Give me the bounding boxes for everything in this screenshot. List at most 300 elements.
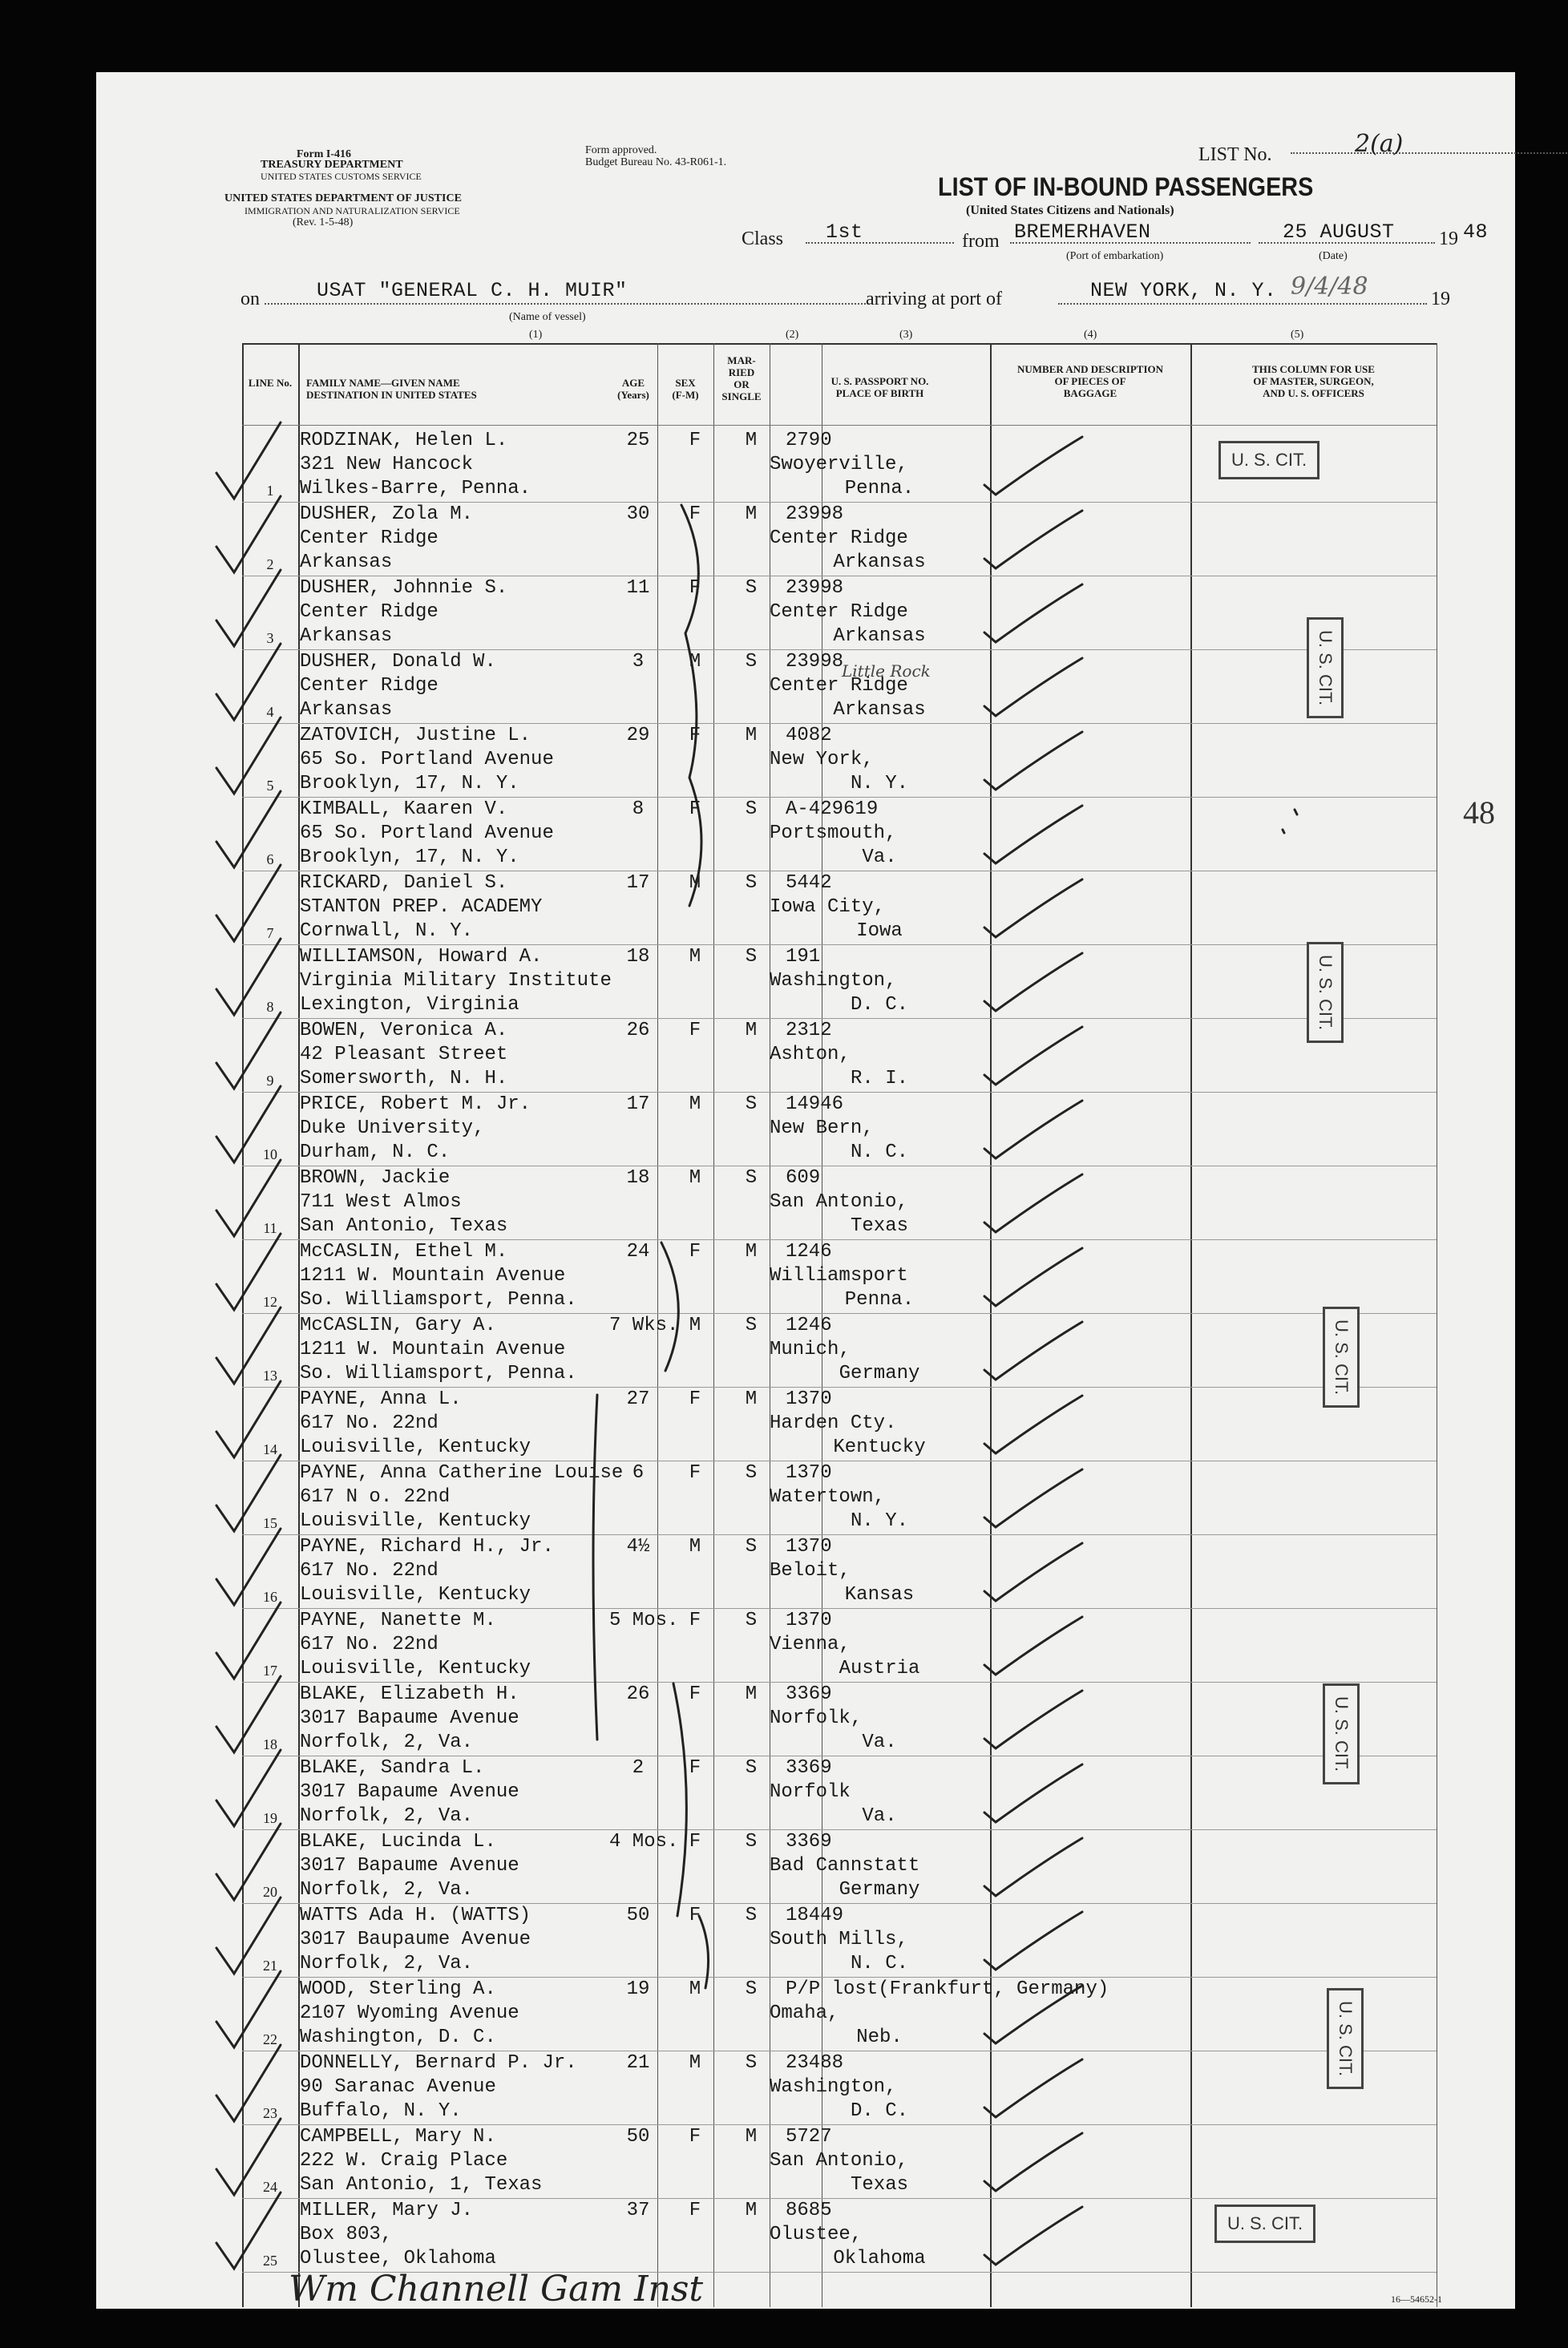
department-of-justice: UNITED STATES DEPARTMENT OF JUSTICE [224,192,462,204]
birthplace-line-2: Arkansas [833,699,926,721]
us-citizen-stamp: U. S. CIT. [1218,441,1319,479]
destination-line-1: 1211 W. Mountain Avenue [300,1339,566,1360]
marital-status: S [745,798,758,820]
passenger-age: 3 [632,651,645,673]
destination-line-1: 65 So. Portland Avenue [300,749,554,770]
baggage-check-mark [984,2207,1082,2265]
passenger-sex: F [689,1610,701,1631]
passport-number: 1370 [786,1388,832,1410]
marital-status: S [745,651,758,673]
destination-line-1: 3017 Bapaume Avenue [300,1781,519,1803]
marital-status: M [745,1020,758,1041]
birthplace-line-1: South Mills, [770,1929,908,1950]
birthplace-line-1: Center Ridge [770,601,908,623]
check-mark [216,1012,281,1089]
birthplace-line-1: Iowa City, [770,896,886,918]
passport-number: 2312 [786,1020,832,1041]
destination-line-1: Center Ridge [300,601,438,623]
destination-line-2: Lexington, Virginia [300,994,519,1016]
list-number-value: 2(a) [1355,130,1404,158]
passenger-name: PAYNE, Richard H., Jr. [300,1536,554,1558]
destination-line-2: Norfolk, 2, Va. [300,1879,474,1901]
passport-number: 1246 [786,1241,832,1263]
passenger-sex: F [689,1905,701,1926]
check-mark [216,1160,281,1236]
check-mark [216,644,281,720]
passenger-age: 19 [626,1978,650,2000]
family-bracket [673,1683,686,1916]
destination-line-2: Arkansas [300,699,393,721]
passport-number: 1246 [786,1315,832,1336]
treasury-department: TREASURY DEPARTMENT [261,159,403,171]
passport-number: 191 [786,946,821,968]
destination-line-2: Durham, N. C. [300,1142,451,1163]
row-line-number: 23 [263,2105,277,2121]
marital-status: M [745,430,758,451]
marital-status: M [745,1388,758,1410]
destination-line-2: Norfolk, 2, Va. [300,1953,474,1974]
row-line-number: 18 [263,1736,277,1752]
year-value: 48 [1463,220,1489,244]
passenger-sex: F [689,577,701,599]
passport-number: 609 [786,1167,821,1189]
us-citizen-stamp: U. S. CIT. [1323,1683,1360,1784]
us-citizen-stamp: U. S. CIT. [1307,617,1344,718]
from-port: BREMERHAVEN [1014,220,1151,244]
passport-number: 18449 [786,1905,844,1926]
passenger-name: RODZINAK, Helen L. [300,430,508,451]
row-line-number: 5 [266,778,274,794]
column-number-2: (2) [786,329,799,341]
birthplace-line-1: Vienna, [770,1634,851,1655]
birthplace-line-1: Watertown, [770,1486,886,1508]
check-mark [216,1824,281,1900]
passenger-name: DUSHER, Johnnie S. [300,577,508,599]
passenger-age: 50 [626,2126,650,2148]
baggage-check-mark [984,1986,1082,2043]
passenger-sex: F [689,798,701,820]
passport-number: 23488 [786,2052,844,2074]
passport-number: 5727 [786,2126,832,2148]
column-header-age: AGE (Years) [617,377,649,401]
passenger-sex: F [689,430,701,451]
on-label: on [240,289,260,309]
baggage-check-mark [984,1764,1082,1822]
passenger-sex: M [689,1978,701,2000]
passenger-age: 37 [626,2200,650,2221]
marital-status: S [745,1905,758,1926]
row-line-number: 13 [263,1368,277,1384]
baggage-check-mark [984,732,1082,790]
birthplace-line-1: New Bern, [770,1117,874,1139]
column-header-line: LINE No. [248,377,293,389]
passenger-name: PAYNE, Anna Catherine Louise [300,1462,624,1484]
destination-line-1: 617 N o. 22nd [300,1486,451,1508]
check-mark [216,1086,281,1162]
date-caption: (Date) [1319,250,1348,262]
check-mark [216,422,281,499]
row-line-number: 3 [266,630,274,646]
marital-status: S [745,1831,758,1853]
baggage-check-mark [984,658,1082,716]
row-line-number: 14 [263,1441,277,1457]
passenger-age: 24 [626,1241,650,1263]
passenger-sex: F [689,1831,701,1853]
page-subtitle: (United States Citizens and Nationals) [966,204,1174,217]
row-line-number: 10 [263,1146,277,1162]
passenger-age: 5 Mos. [609,1610,679,1631]
row-line-number: 4 [266,704,274,720]
birthplace-line-1: Norfolk, [770,1707,863,1729]
destination-line-2: Louisville, Kentucky [300,1658,531,1679]
row-line-number: 19 [263,1810,277,1826]
destination-line-2: Washington, D. C. [300,2027,496,2048]
check-mark [216,1676,281,1752]
birthplace-line-2: Iowa [856,920,903,942]
birthplace-line-1: Harden Cty. [770,1412,897,1434]
row-line-number: 6 [266,851,274,867]
row-line-number: 1 [266,483,274,499]
passenger-age: 11 [626,577,650,599]
passport-number: 1370 [786,1536,832,1558]
row-line-number: 9 [266,1073,274,1089]
marital-status: S [745,1167,758,1189]
birthplace-line-1: Olustee, [770,2224,863,2245]
passenger-age: 21 [626,2052,650,2074]
check-mark [216,1529,281,1605]
passenger-sex: M [689,946,701,968]
passport-number: 23998 [786,577,844,599]
baggage-check-mark [984,1838,1082,1896]
passport-number: 1370 [786,1610,832,1631]
year-suffix: 19 [1431,289,1450,309]
column-header-passport: U. S. PASSPORT NO. PLACE OF BIRTH [830,375,929,399]
column-header-married: MAR- RIED OR SINGLE [721,354,762,402]
destination-line-2: Brooklyn, 17, N. Y. [300,773,519,794]
marital-status: M [745,503,758,525]
passenger-sex: M [689,872,701,894]
birthplace-line-1: Center Ridge [770,675,908,697]
destination-line-1: Duke University, [300,1117,485,1139]
form-footer-code: 16—54652-1 [1391,2293,1442,2305]
passenger-age: 4 Mos. [609,1831,679,1853]
check-mark [216,570,281,646]
birthplace-line-2: Kansas [844,1584,915,1606]
check-mark [216,2119,281,2195]
passenger-sex: M [689,2052,701,2074]
destination-line-2: San Antonio, Texas [300,1215,508,1237]
passenger-name: MILLER, Mary J. [300,2200,474,2221]
passenger-age: 26 [626,1683,650,1705]
check-mark [216,1234,281,1310]
destination-line-1: 90 Saranac Avenue [300,2076,496,2098]
baggage-check-mark [984,1617,1082,1675]
birthplace-line-2: Penna. [844,1289,915,1311]
passenger-sex: F [689,1020,701,1041]
check-mark [216,496,281,572]
marital-status: S [745,1462,758,1484]
revision-date: (Rev. 1-5-48) [293,216,354,228]
passenger-age: 17 [626,1093,650,1115]
class-label: Class [742,228,784,249]
row-line-number: 8 [266,999,274,1015]
baggage-check-mark [984,953,1082,1011]
baggage-check-mark [984,437,1082,495]
passenger-name: KIMBALL, Kaaren V. [300,798,508,820]
marital-status: S [745,1610,758,1631]
passenger-sex: F [689,503,701,525]
column-number-1: (1) [529,329,543,341]
birthplace-line-2: Arkansas [833,552,926,573]
family-bracket [681,505,701,906]
marital-status: S [745,2052,758,2074]
passenger-sex: M [689,1167,701,1189]
passenger-name: DONNELLY, Bernard P. Jr. [300,2052,577,2074]
birthplace-line-1: Washington, [770,970,897,992]
from-label: from [962,231,1000,252]
passport-number: 3369 [786,1757,832,1779]
us-citizen-stamp: U. S. CIT. [1323,1307,1360,1408]
destination-line-1: 617 No. 22nd [300,1412,438,1434]
form-approved: Form approved. [585,144,657,156]
passport-number: 2790 [786,430,832,451]
baggage-check-mark [984,1174,1082,1232]
row-line-number: 12 [263,1294,277,1310]
budget-bureau: Budget Bureau No. 43-R061-1. [585,156,727,168]
marital-status: S [745,1978,758,2000]
birthplace-line-1: San Antonio, [770,2150,908,2172]
document-page [96,72,1515,2309]
passenger-age: 17 [626,872,650,894]
birthplace-line-1: Norfolk [770,1781,851,1803]
passport-number: A-429619 [786,798,879,820]
passenger-name: WOOD, Sterling A. [300,1978,496,2000]
birthplace-line-1: Beloit, [770,1560,851,1582]
birthplace-line-2: Va. [862,1805,897,1827]
baggage-check-mark [984,1469,1082,1527]
destination-line-2: So. Williamsport, Penna. [300,1289,577,1311]
destination-line-1: 3017 Bapaume Avenue [300,1855,519,1877]
birthplace-line-2: Germany [839,1879,920,1901]
passenger-name: DUSHER, Zola M. [300,503,474,525]
row-line-number: 16 [263,1589,277,1605]
check-mark [216,1897,281,1974]
vessel-name: USAT "GENERAL C. H. MUIR" [317,279,628,302]
baggage-check-mark [984,1543,1082,1601]
passenger-sex: F [689,725,701,746]
destination-line-2: Olustee, Oklahoma [300,2248,496,2269]
birthplace-line-2: R. I. [850,1068,908,1089]
row-line-number: 17 [263,1663,277,1679]
passenger-age: 4½ [626,1536,650,1558]
birthplace-line-2: Germany [839,1363,920,1384]
passenger-sex: F [689,1683,701,1705]
passport-number: P/P lost(Frankfurt, Germany) [786,1978,1109,2000]
check-mark [216,2192,281,2269]
destination-line-1: 3017 Bapaume Avenue [300,1707,519,1729]
destination-line-1: 617 No. 22nd [300,1560,438,1582]
marital-status: M [745,1241,758,1263]
marital-status: S [745,1093,758,1115]
destination-line-2: Buffalo, N. Y. [300,2100,462,2122]
column-header-sex: SEX (F-M) [672,377,699,401]
handwritten-signature: Wm Channell Gam Inst [289,2269,704,2310]
birthplace-line-1: New York, [770,749,874,770]
row-line-number: 7 [266,925,274,941]
handwritten-marks [96,72,1515,2309]
destination-line-2: So. Williamsport, Penna. [300,1363,577,1384]
destination-line-2: Cornwall, N. Y. [300,920,474,942]
birthplace-line-2: Arkansas [833,625,926,647]
check-mark [216,1602,281,1679]
passenger-name: McCASLIN, Ethel M. [300,1241,508,1263]
passenger-sex: M [689,1536,701,1558]
destination-line-1: 65 So. Portland Avenue [300,822,554,844]
arriving-label: arriving at port of [866,289,1002,309]
passenger-age: 50 [626,1905,650,1926]
family-bracket [699,1916,709,1988]
passenger-age: 27 [626,1388,650,1410]
passenger-name: PRICE, Robert M. Jr. [300,1093,531,1115]
passport-number: 3369 [786,1831,832,1853]
passenger-name: RICKARD, Daniel S. [300,872,508,894]
row-line-number: 11 [263,1220,277,1236]
birthplace-line-2: N. Y. [850,1510,908,1532]
destination-line-1: Center Ridge [300,527,438,549]
birthplace-line-2: N. Y. [850,773,908,794]
destination-line-2: Norfolk, 2, Va. [300,1732,474,1753]
customs-service: UNITED STATES CUSTOMS SERVICE [261,171,422,182]
passenger-age: 7 Wks. [609,1315,679,1336]
marital-status: S [745,1315,758,1336]
passenger-sex: F [689,2200,701,2221]
check-mark [216,717,281,794]
destination-line-1: Virginia Military Institute [300,970,612,992]
passenger-age: 25 [626,430,650,451]
passenger-sex: F [689,1757,701,1779]
destination-line-1: 3017 Baupaume Avenue [300,1929,531,1950]
marital-status: S [745,1757,758,1779]
passenger-sex: M [689,651,701,673]
birthplace-line-1: Omaha, [770,2002,839,2024]
row-line-number: 2 [266,556,274,572]
passport-number: 23998 [786,651,844,673]
column-number-3: (3) [899,329,913,341]
passenger-name: DUSHER, Donald W. [300,651,496,673]
column-number-5: (5) [1291,329,1304,341]
baggage-check-mark [984,2133,1082,2191]
us-citizen-stamp: U. S. CIT. [1327,1988,1364,2089]
passport-number: 4082 [786,725,832,746]
ins-label: IMMIGRATION AND NATURALIZATION SERVICE [244,205,460,216]
page-title: LIST OF IN-BOUND PASSENGERS [938,172,1314,201]
destination-line-1: STANTON PREP. ACADEMY [300,896,543,918]
birthplace-correction: Little Rock [842,661,931,681]
birthplace-line-2: Va. [862,1732,897,1753]
row-line-number: 15 [263,1515,277,1531]
baggage-check-mark [984,1912,1082,1970]
destination-line-2: Louisville, Kentucky [300,1584,531,1606]
passenger-sex: M [689,1093,701,1115]
birthplace-line-2: Va. [862,847,897,868]
passenger-name: McCASLIN, Gary A. [300,1315,496,1336]
birthplace-line-1: Bad Cannstatt [770,1855,920,1877]
birthplace-line-2: Kentucky [833,1437,926,1458]
check-mark [216,939,281,1015]
passenger-age: 29 [626,725,650,746]
destination-line-2: Norfolk, 2, Va. [300,1805,474,1827]
destination-line-1: 1211 W. Mountain Avenue [300,1265,566,1287]
birthplace-line-2: Neb. [856,2027,903,2048]
baggage-check-mark [984,2059,1082,2117]
passenger-name: BLAKE, Sandra L. [300,1757,485,1779]
marital-status: S [745,946,758,968]
passenger-name: BLAKE, Elizabeth H. [300,1683,519,1705]
birthplace-line-2: D. C. [850,994,908,1016]
destination-line-2: Louisville, Kentucky [300,1437,531,1458]
passenger-name: BOWEN, Veronica A. [300,1020,508,1041]
marital-status: S [745,577,758,599]
marital-status: M [745,2126,758,2148]
check-mark [216,1307,281,1384]
birthplace-line-2: D. C. [850,2100,908,2122]
passenger-age: 30 [626,503,650,525]
passenger-name: BLAKE, Lucinda L. [300,1831,496,1853]
baggage-check-mark [984,511,1082,568]
check-mark [216,1971,281,2047]
passenger-name: PAYNE, Nanette M. [300,1610,496,1631]
passenger-name: PAYNE, Anna L. [300,1388,462,1410]
birthplace-line-1: Ashton, [770,1044,851,1065]
form-number: Form I-416 [297,148,352,160]
destination-line-2: San Antonio, 1, Texas [300,2174,543,2196]
column-number-4: (4) [1084,329,1097,341]
row-line-number: 24 [263,2179,277,2195]
baggage-check-mark [984,879,1082,937]
row-line-number: 22 [263,2031,277,2047]
baggage-check-mark [984,584,1082,642]
us-citizen-stamp: U. S. CIT. [1214,2205,1315,2243]
family-bracket [661,1243,678,1371]
check-mark [216,791,281,867]
passenger-sex: F [689,2126,701,2148]
destination-line-1: 2107 Wyoming Avenue [300,2002,519,2024]
birthplace-line-1: Munich, [770,1339,851,1360]
passport-number: 8685 [786,2200,832,2221]
destination-line-2: Arkansas [300,625,393,647]
marital-status: S [745,872,758,894]
destination-line-1: Center Ridge [300,675,438,697]
check-mark [216,2045,281,2121]
row-line-number: 20 [263,1884,277,1900]
baggage-check-mark [984,1322,1082,1380]
family-bracket [593,1395,597,1740]
destination-line-2: Arkansas [300,552,393,573]
destination-line-2: Louisville, Kentucky [300,1510,531,1532]
passenger-age: 18 [626,1167,650,1189]
baggage-check-mark [984,1396,1082,1453]
destination-line-1: 617 No. 22nd [300,1634,438,1655]
us-citizen-stamp: U. S. CIT. [1307,942,1344,1043]
destination-line-1: Box 803, [300,2224,393,2245]
marital-status: M [745,725,758,746]
passenger-name: ZATOVICH, Justine L. [300,725,531,746]
baggage-check-mark [984,1027,1082,1085]
passport-number: 5442 [786,872,832,894]
check-mark [216,865,281,941]
passport-number: 14946 [786,1093,844,1115]
marital-status: M [745,1683,758,1705]
